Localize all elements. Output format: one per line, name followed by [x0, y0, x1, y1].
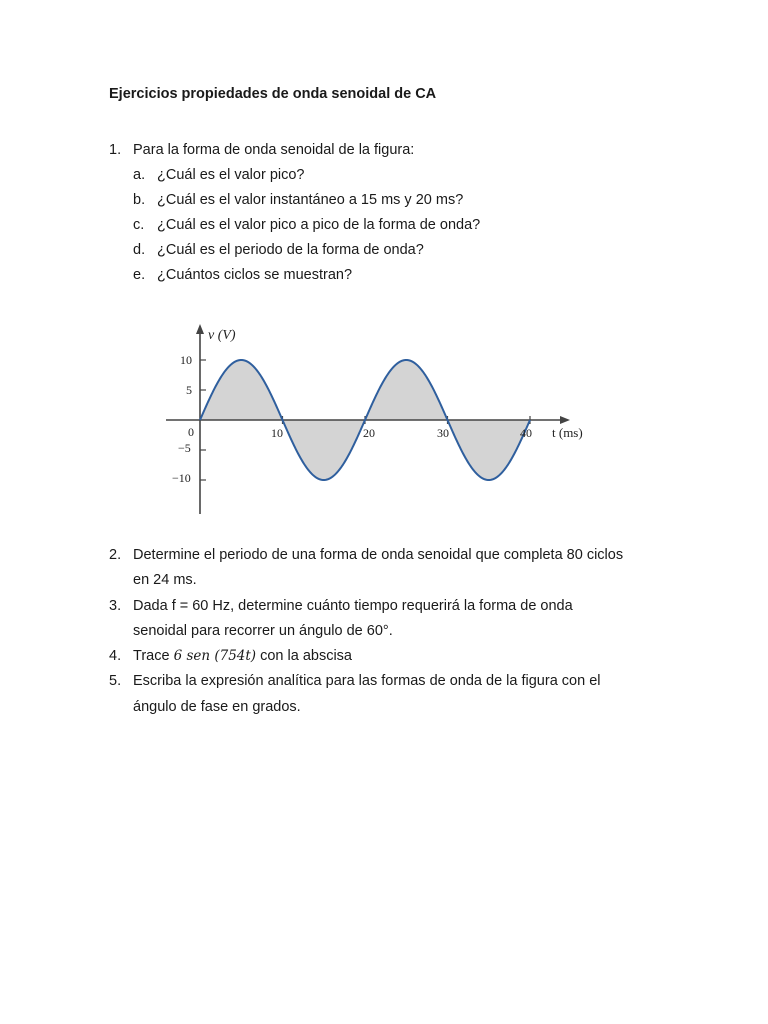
document-title: Ejercicios propiedades de onda senoidal de CA — [109, 86, 437, 102]
question-text: Determine el periodo de una forma de onda senoidal que completa 80 ciclos — [133, 547, 624, 563]
sub-question-text: ¿Cuál es el valor instantáneo a 15 ms y 20 ms? — [157, 192, 464, 208]
question-text: Escriba la expresión analítica para las formas de onda de la figura con el — [133, 673, 601, 689]
x-tick-label: 30 — [437, 426, 449, 440]
question-text-suffix: con la abscisa — [256, 648, 352, 664]
question-number: 4. — [109, 648, 122, 664]
sub-question-text: ¿Cuál es el valor pico a pico de la forma de onda? — [157, 217, 481, 233]
x-axis-label: t (ms) — [552, 425, 583, 440]
x-axis-arrow — [560, 416, 570, 424]
sub-question-letter: d. — [133, 242, 146, 258]
question-number: 2. — [109, 547, 122, 563]
question-text: Dada f = 60 Hz, determine cuánto tiempo requerirá la forma de onda — [133, 598, 573, 614]
x-tick-label: 20 — [363, 426, 375, 440]
sub-question-letter: e. — [133, 267, 146, 283]
y-axis-arrow — [196, 324, 204, 334]
sine-wave-figure — [160, 318, 600, 518]
x-tick-label: 10 — [271, 426, 283, 440]
sub-question-letter: a. — [133, 167, 146, 183]
y-tick-label: −10 — [172, 471, 191, 485]
math-expression: 6 sen (754t) — [173, 648, 257, 664]
y-tick-label: 10 — [180, 353, 192, 367]
question-text: Para la forma de onda senoidal de la figura: — [133, 142, 415, 158]
wave-fill-half-cycle — [283, 420, 366, 480]
x-tick-label: 40 — [520, 426, 532, 440]
question-text-continued: en 24 ms. — [133, 572, 197, 588]
wave-fill-half-cycle — [365, 360, 448, 420]
question-number: 5. — [109, 673, 122, 689]
sub-question-text: ¿Cuál es el periodo de la forma de onda? — [157, 242, 424, 258]
sub-question-text: ¿Cuántos ciclos se muestran? — [157, 267, 353, 283]
question-number: 3. — [109, 598, 122, 614]
y-axis-label: v (V) — [208, 328, 236, 343]
y-tick-label: −5 — [178, 441, 191, 455]
sub-question-text: ¿Cuál es el valor pico? — [157, 167, 305, 183]
sub-question-letter: c. — [133, 217, 145, 233]
y-tick-label: 5 — [186, 383, 192, 397]
question-number: 1. — [109, 142, 122, 158]
question-text-continued: senoidal para recorrer un ángulo de 60°. — [133, 623, 393, 639]
sub-question-letter: b. — [133, 192, 146, 208]
question-text-prefix: Trace — [133, 648, 174, 664]
wave-fill-half-cycle — [448, 420, 531, 480]
question-text-continued: ángulo de fase en grados. — [133, 699, 301, 715]
y-tick-label: 0 — [188, 425, 194, 439]
wave-fill-half-cycle — [200, 360, 283, 420]
